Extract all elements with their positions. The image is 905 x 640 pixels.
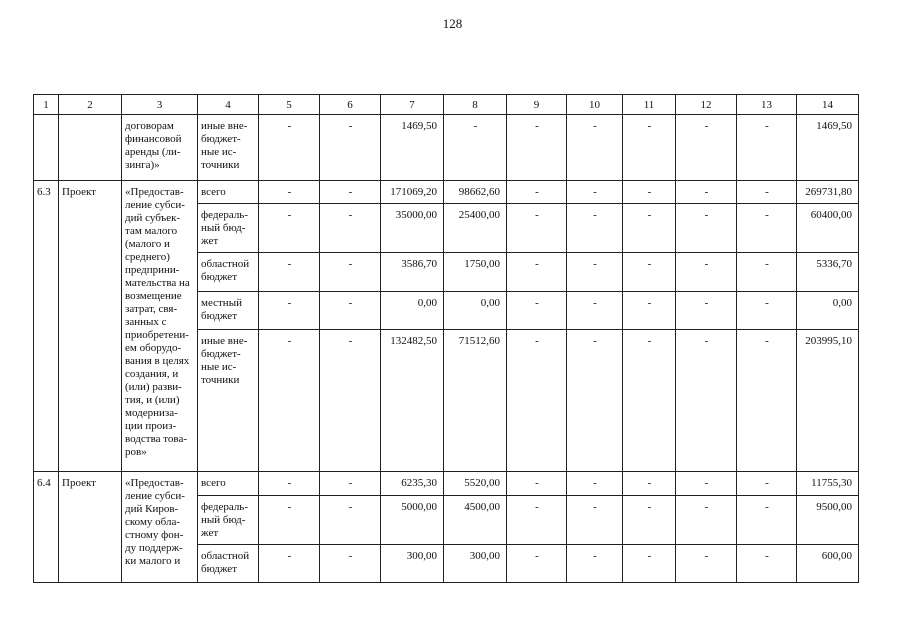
cell-value: - (444, 115, 507, 181)
funding-source: областной бюджет (198, 253, 259, 292)
cell-value: - (259, 253, 320, 292)
row-type: Проект (59, 472, 122, 583)
cell-value: 6235,30 (381, 472, 444, 496)
cell-value: - (737, 115, 797, 181)
cell-value: - (507, 115, 567, 181)
cell-value: 11755,30 (797, 472, 859, 496)
cell-value: - (259, 292, 320, 330)
funding-source: областной бюджет (198, 545, 259, 583)
table-row (34, 181, 859, 204)
cell-value: - (320, 292, 381, 330)
funding-source: местный бюджет (198, 292, 259, 330)
cell-value: - (259, 330, 320, 472)
cell-value: - (737, 472, 797, 496)
column-number-row (34, 95, 859, 115)
col-header: 10 (567, 95, 623, 115)
table-row (34, 472, 859, 496)
col-header: 14 (797, 95, 859, 115)
cell-value: - (567, 115, 623, 181)
cell-value: - (567, 253, 623, 292)
cell-value: - (507, 330, 567, 472)
col-header: 12 (676, 95, 737, 115)
cell-value: 4500,00 (444, 496, 507, 545)
col-header: 8 (444, 95, 507, 115)
cell-value: - (676, 181, 737, 204)
cell-value: - (259, 181, 320, 204)
cell-value: - (567, 545, 623, 583)
cell-value: - (623, 253, 676, 292)
cell-value: - (737, 181, 797, 204)
cell-value: 1469,50 (381, 115, 444, 181)
cell-value: - (259, 204, 320, 253)
cell-value: 0,00 (381, 292, 444, 330)
cell-value: 35000,00 (381, 204, 444, 253)
cell-value: - (567, 330, 623, 472)
row-description: «Предостав- ление субси- дий субъек- там малого (малого и среднего) предприни- мательства на возмещение затрат, свя- занных с приобретени- ем оборудо- вания в целях создания, и (или) разви- тия, и (или) модерниза- ции произ- водства това- ров» (122, 181, 198, 472)
page-number: 128 (442, 16, 463, 31)
cell-value: 203995,10 (797, 330, 859, 472)
cell-value: 60400,00 (797, 204, 859, 253)
cell-value: - (320, 545, 381, 583)
cell-value: 300,00 (381, 545, 444, 583)
row-description: договорам финансовой аренды (ли- зинга)» (122, 115, 198, 181)
col-header: 3 (122, 95, 198, 115)
cell-value: - (507, 204, 567, 253)
row-number (34, 115, 59, 181)
cell-value: - (676, 292, 737, 330)
cell-value: - (259, 115, 320, 181)
cell-value: - (567, 204, 623, 253)
budget-table (33, 94, 859, 583)
cell-value: - (507, 253, 567, 292)
table-row (34, 115, 859, 181)
cell-value: - (676, 545, 737, 583)
funding-source: федераль- ный бюд- жет (198, 204, 259, 253)
cell-value: - (259, 472, 320, 496)
cell-value: - (623, 204, 676, 253)
col-header: 2 (59, 95, 122, 115)
cell-value: - (623, 181, 676, 204)
cell-value: 300,00 (444, 545, 507, 583)
cell-value: - (623, 115, 676, 181)
cell-value: - (320, 253, 381, 292)
cell-value: 98662,60 (444, 181, 507, 204)
cell-value: - (320, 330, 381, 472)
cell-value: 0,00 (797, 292, 859, 330)
col-header: 13 (737, 95, 797, 115)
row-number: 6.3 (34, 181, 59, 472)
funding-source: всего (198, 472, 259, 496)
cell-value: - (737, 292, 797, 330)
funding-source: иные вне- бюджет- ные ис- точники (198, 115, 259, 181)
cell-value: - (623, 292, 676, 330)
funding-source: федераль- ный бюд- жет (198, 496, 259, 545)
cell-value: 1750,00 (444, 253, 507, 292)
col-header: 1 (34, 95, 59, 115)
row-number: 6.4 (34, 472, 59, 583)
cell-value: - (623, 496, 676, 545)
cell-value: - (623, 330, 676, 472)
cell-value: - (320, 472, 381, 496)
cell-value: - (676, 472, 737, 496)
cell-value: 71512,60 (444, 330, 507, 472)
cell-value: 5520,00 (444, 472, 507, 496)
cell-value: - (567, 292, 623, 330)
cell-value: 5336,70 (797, 253, 859, 292)
row-description: «Предостав- ление субси- дий Киров- скому обла- стному фон- ду поддерж- ки малого и (122, 472, 198, 583)
cell-value: - (567, 496, 623, 545)
cell-value: 5000,00 (381, 496, 444, 545)
cell-value: 269731,80 (797, 181, 859, 204)
cell-value: - (737, 330, 797, 472)
cell-value: - (623, 472, 676, 496)
cell-value: - (623, 545, 676, 583)
cell-value: - (507, 181, 567, 204)
funding-source: иные вне- бюджет- ные ис- точники (198, 330, 259, 472)
cell-value: - (676, 204, 737, 253)
cell-value: - (676, 253, 737, 292)
cell-value: - (507, 496, 567, 545)
col-header: 9 (507, 95, 567, 115)
cell-value: 25400,00 (444, 204, 507, 253)
cell-value: - (259, 545, 320, 583)
cell-value: 0,00 (444, 292, 507, 330)
cell-value: - (320, 181, 381, 204)
col-header: 5 (259, 95, 320, 115)
col-header: 4 (198, 95, 259, 115)
cell-value: - (507, 545, 567, 583)
col-header: 7 (381, 95, 444, 115)
cell-value: - (320, 496, 381, 545)
cell-value: 132482,50 (381, 330, 444, 472)
cell-value: - (737, 496, 797, 545)
cell-value: 3586,70 (381, 253, 444, 292)
cell-value: 600,00 (797, 545, 859, 583)
row-type (59, 115, 122, 181)
col-header: 11 (623, 95, 676, 115)
cell-value: - (676, 496, 737, 545)
cell-value: - (567, 181, 623, 204)
cell-value: - (320, 204, 381, 253)
cell-value: 171069,20 (381, 181, 444, 204)
cell-value: - (507, 472, 567, 496)
cell-value: - (737, 204, 797, 253)
row-type: Проект (59, 181, 122, 472)
cell-value: - (676, 330, 737, 472)
cell-value: 9500,00 (797, 496, 859, 545)
cell-value: - (737, 253, 797, 292)
cell-value: - (507, 292, 567, 330)
cell-value: - (320, 115, 381, 181)
funding-source: всего (198, 181, 259, 204)
cell-value: - (567, 472, 623, 496)
col-header: 6 (320, 95, 381, 115)
cell-value: - (259, 496, 320, 545)
cell-value: 1469,50 (797, 115, 859, 181)
cell-value: - (737, 545, 797, 583)
cell-value: - (676, 115, 737, 181)
